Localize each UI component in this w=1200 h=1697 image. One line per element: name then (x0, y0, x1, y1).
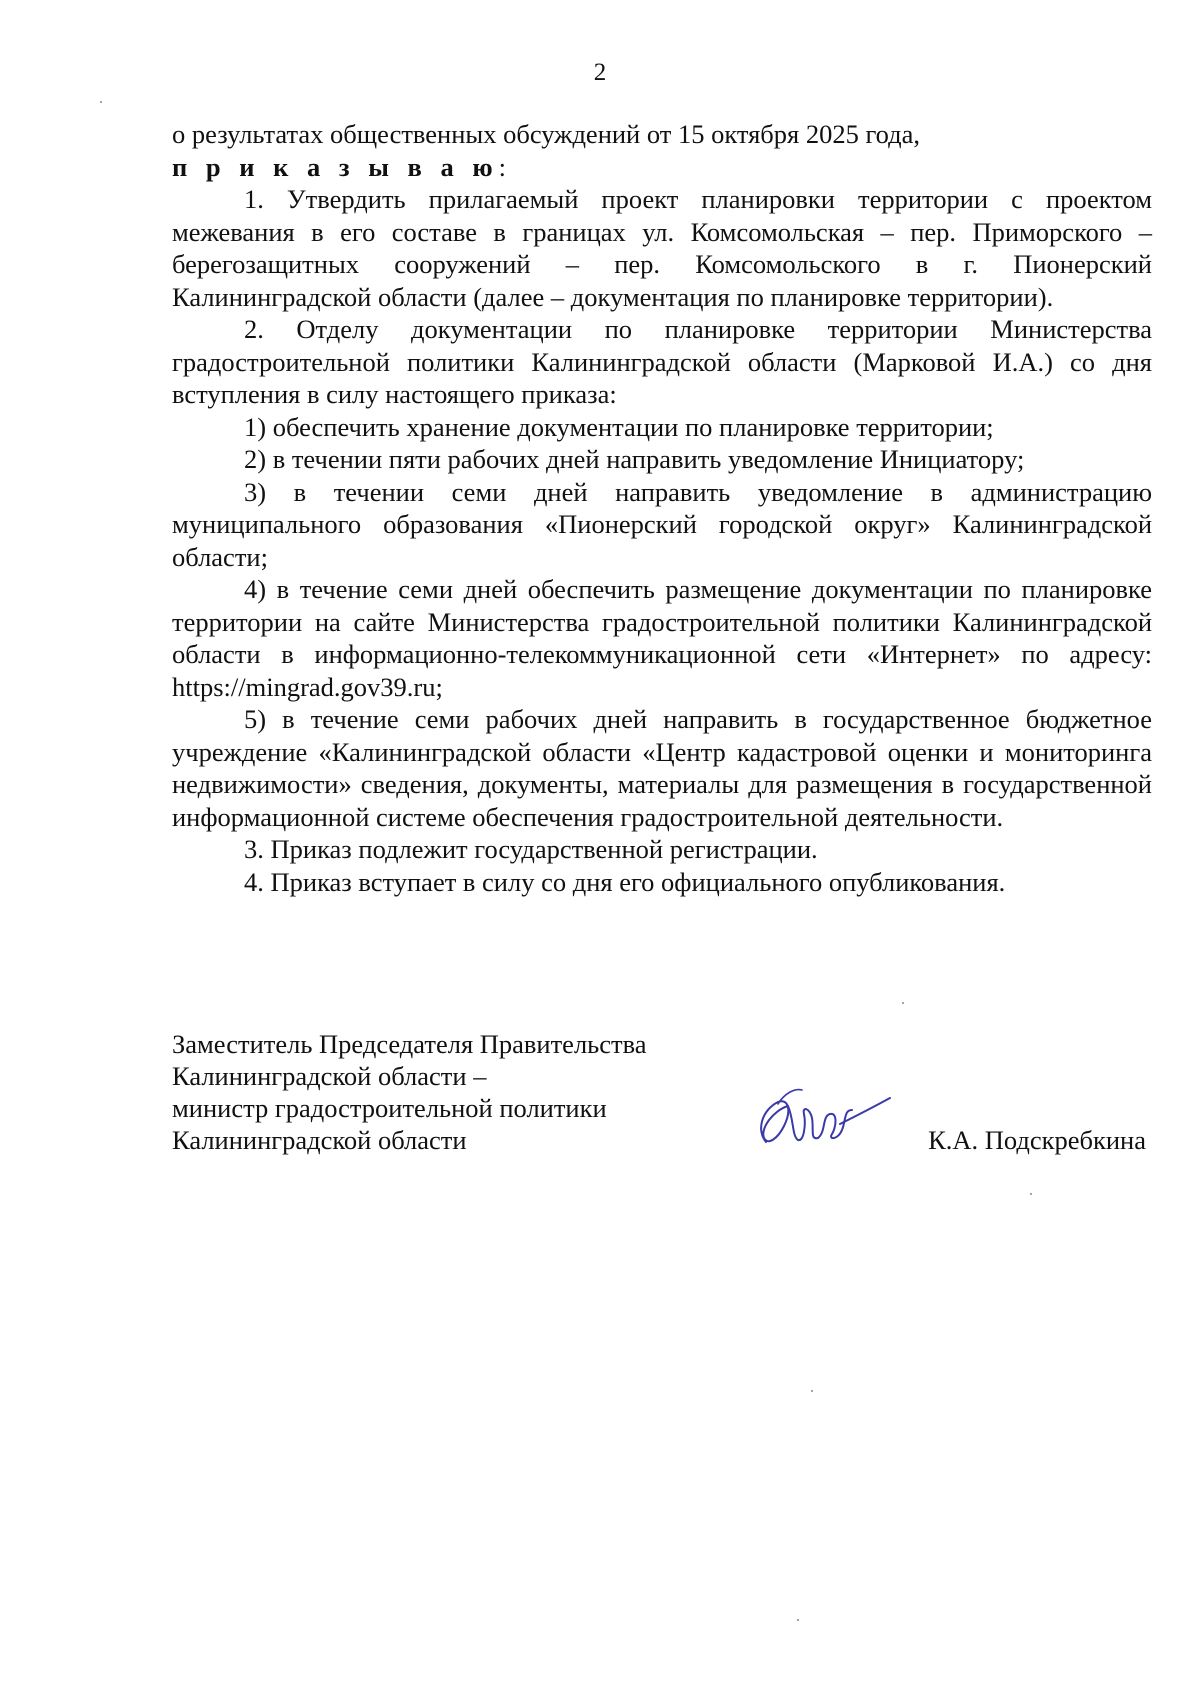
paragraph-2-item-4: 4) в течение семи дней обеспечить размещение документации по планировке территории на сайте Министерства градостроительной политики Калининградской области в информационно-телекоммуникационной сети «Интернет» по адресу: https://mingrad.gov39.ru; (172, 574, 1152, 702)
paragraph-2-item-5: 5) в течение семи рабочих дней направить в государственное бюджетное учреждение «Калининградской области «Центр кадастровой оценки и мониторинга недвижимости» сведения, документы, материалы для размещения в государственной информационной системе обеспечения градостроительной деятельности. (172, 704, 1152, 832)
scan-speck (100, 101, 102, 103)
signatory-title-line: Калининградской области (172, 1125, 467, 1155)
document-body (172, 118, 1152, 898)
page-number: 2 (593, 59, 607, 86)
paragraph-3: 3. Приказ подлежит государственной регистрации. (244, 834, 818, 864)
scan-speck (1030, 1193, 1032, 1195)
paragraph-2-item-1: 1) обеспечить хранение документации по планировке территории; (244, 411, 994, 442)
paragraph-2: 2. Отделу документации по планировке территории Министерства градостроительной политики Калининградской области (Марковой И.А.) со дня вступления в силу настоящего приказа: (172, 314, 1152, 409)
signatory-title-line: Заместитель Председателя Правительства (172, 1029, 647, 1059)
paragraph-1: 1. Утвердить прилагаемый проект планировки территории с проектом межевания в его составе в границах ул. Комсомольская – пер. Приморского – берегозащитных сооружений – пер. Комсомольского в г. Пионерский Калининградской области (далее – документация по планировке территории). (172, 184, 1152, 312)
paragraph-4: 4. Приказ вступает в силу со дня его официального опубликования. (244, 866, 1006, 897)
signatory-title-line: Калининградской области – (172, 1061, 487, 1091)
order-colon: : (498, 151, 506, 182)
signer-name: К.А. Подскребкина (928, 1125, 1146, 1155)
scan-speck (797, 1619, 799, 1621)
paragraph-2-item-2: 2) в течении пяти рабочих дней направить уведомление Инициатору; (244, 444, 1025, 474)
scan-speck (811, 1390, 813, 1392)
signatory-title-line: министр градостроительной политики (172, 1093, 607, 1123)
scan-speck (902, 1002, 904, 1004)
handwritten-signature (748, 1080, 898, 1160)
signatory-title (172, 1028, 692, 1156)
paragraph-2-item-3: 3) в течении семи дней направить уведомление в администрацию муниципального образования «Пионерский городской округ» Калининградской области; (172, 476, 1152, 572)
intro-paragraph (172, 118, 1152, 183)
intro-line: о результатах общественных обсуждений от 15 октября 2025 года, (172, 119, 921, 149)
order-word: п р и к а з ы в а ю (172, 151, 499, 182)
